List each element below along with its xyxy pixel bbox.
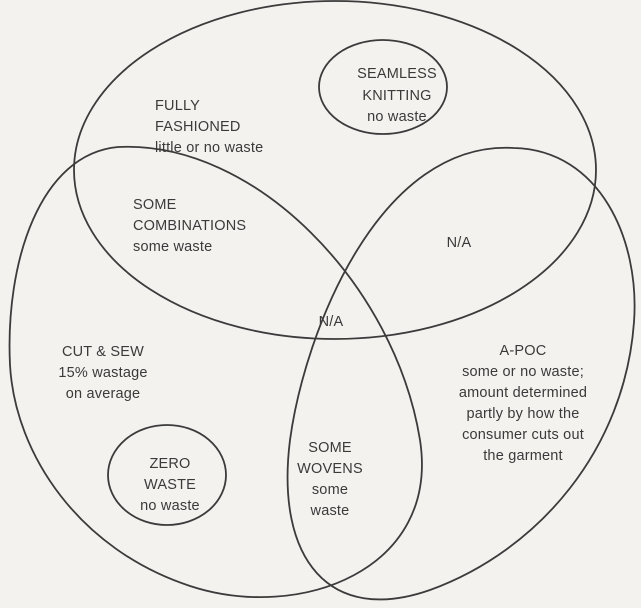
seamless-knitting-title-line1: SEAMLESS [357,66,437,82]
na-top-right-label: N/A [446,235,472,251]
seamless-knitting-title-line2: KNITTING [362,88,432,104]
some-combinations-title-line2: COMBINATIONS [133,218,247,234]
some-wovens-title-line1: SOME [308,440,352,456]
cut-and-sew-title: CUT & SEW [61,344,145,360]
cut-and-sew-note-line2: on average [65,386,141,402]
fully-fashioned-title-line1: FULLY [155,98,201,114]
a-poc-note-line3: partly by how the [466,406,580,422]
fully-fashioned-note: little or no waste [155,140,264,156]
cut-and-sew-note-line1: 15% wastage [58,365,148,381]
zero-waste-note: no waste [140,498,200,514]
some-combinations-title-line1: SOME [133,197,177,213]
na-center-label: N/A [318,314,344,330]
a-poc-note-line1: some or no waste; [462,364,584,380]
fully-fashioned-title-line2: FASHIONED [155,119,241,135]
zero-waste-title-line2: WASTE [143,477,197,493]
fully-fashioned-set-outline [74,1,596,339]
some-wovens-note-line2: waste [310,503,350,519]
some-wovens-title-line2: WOVENS [297,461,363,477]
a-poc-note-line5: the garment [483,448,563,464]
a-poc-note-line2: amount determined [458,385,588,401]
a-poc-note-line4: consumer cuts out [462,427,584,443]
some-combinations-note: some waste [133,239,213,255]
zero-waste-title-line1: ZERO [149,456,191,472]
seamless-knitting-note: no waste [367,109,427,125]
a-poc-title: A-POC [499,343,547,359]
some-wovens-note-line1: some [311,482,349,498]
